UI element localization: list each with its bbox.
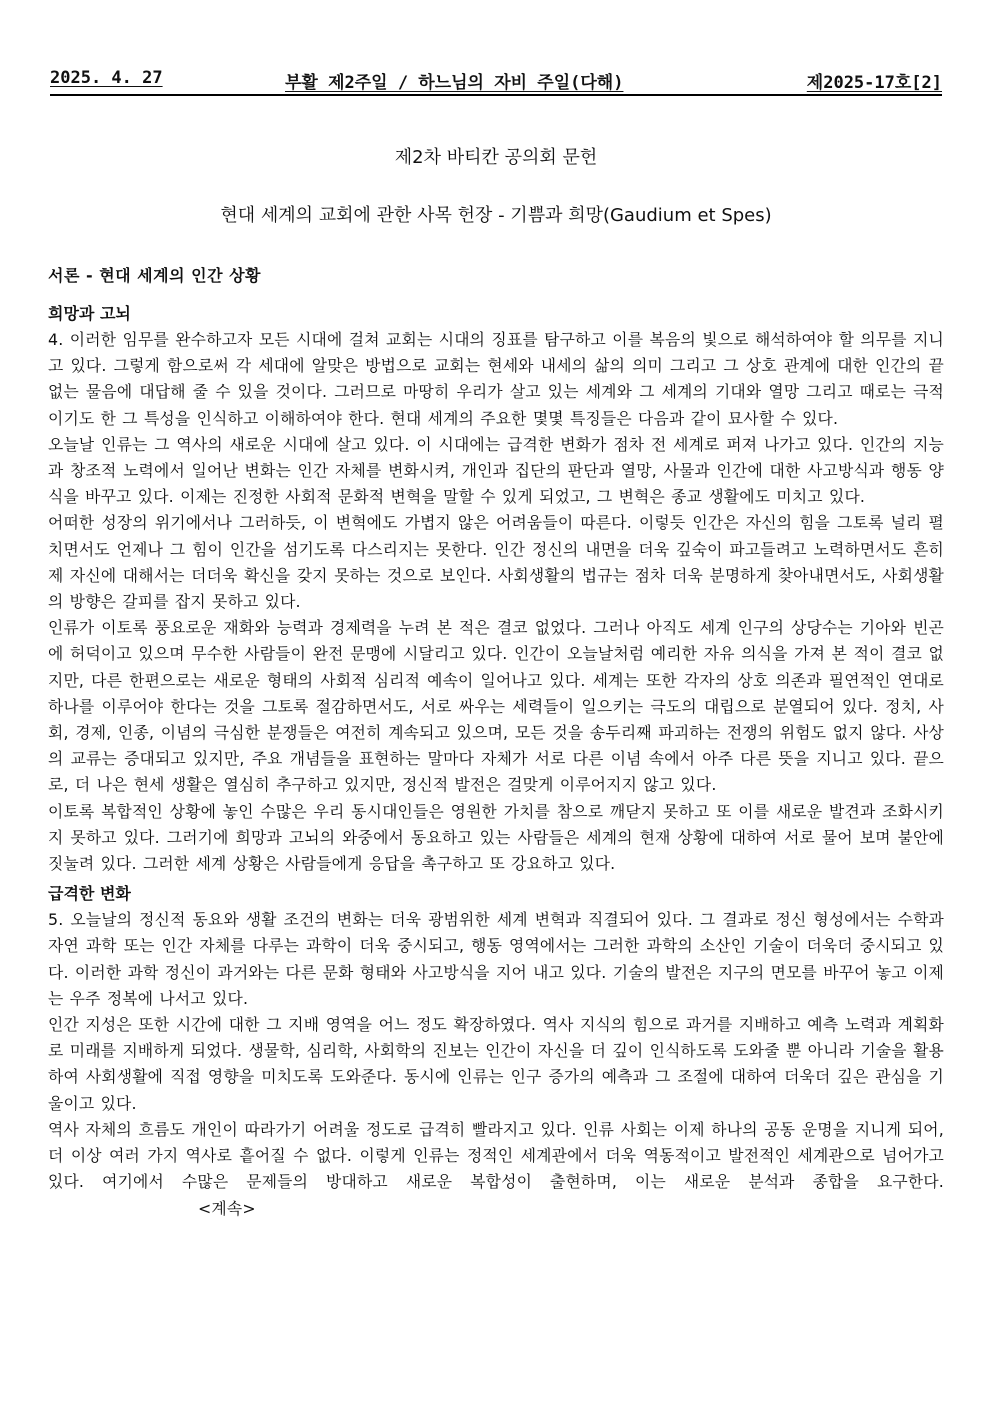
paragraph: 5. 오늘날의 정신적 동요와 생활 조건의 변화는 더욱 광범위한 세계 변혁과 직결되어 있다. 그 결과로 정신 형성에서는 수학과 자연 과학 또는 인간 자체를 다루는 과학이 더욱 중시되고, 행동 영역에서는 그러한 과학의 소산인 기술이 더욱더 중시되고 있다. 이러한 과학 정신이 과거와는 다른 문화 형태와 사고방식을 지어 내고 있다. 기술의 발전은 지구의 면모를 바꾸어 놓고 이제는 우주 정복에 나서고 있다. bbox=[48, 910, 944, 1008]
header-date: 2025. 4. 27 bbox=[50, 68, 163, 88]
continuation-note: <계속> bbox=[198, 1198, 256, 1218]
paragraph: 어떠한 성장의 위기에서나 그러하듯, 이 변혁에도 가볍지 않은 어려움들이 따른다. 이렇듯 인간은 자신의 힘을 그토록 널리 펼치면서도 언제나 그 힘이 인간을 섬기도록 다스리지는 못한다. 인간 정신의 내면을 더욱 깊숙이 파고들려고 노력하면서도 흔히 제 자신에 대해서는 더더욱 확신을 갖지 못하는 것으로 보인다. 사회생활의 법규는 점차 더욱 분명하게 찾아내면서도, 사회생활의 방향은 갈피를 잡지 못하고 있다. bbox=[48, 513, 944, 612]
section-heading: 서론 - 현대 세계의 인간 상황 bbox=[48, 266, 262, 285]
paragraph: 오늘날 인류는 그 역사의 새로운 시대에 살고 있다. 이 시대에는 급격한 변화가 점차 전 세계로 퍼져 나가고 있다. 인간의 지능과 창조적 노력에서 일어난 변화는 인간 자체를 변화시켜, 개인과 집단의 판단과 열망, 사물과 인간에 대한 사고방식과 행동 양식을 바꾸고 있다. 이제는 진정한 사회적 문화적 변혁을 말할 수 있게 되었고, 그 변혁은 종교 생활에도 미치고 있다. bbox=[48, 434, 944, 507]
subsection-title: 희망과 고뇌 bbox=[48, 304, 131, 323]
subsection-title: 급격한 변화 bbox=[48, 884, 131, 904]
paragraph: 인류가 이토록 풍요로운 재화와 능력과 경제력을 누려 본 적은 결코 없었다. 그러나 아직도 세계 인구의 상당수는 기아와 빈곤에 허덕이고 있으며 무수한 사람들이 완전 문맹에 시달리고 있다. 인간이 오늘날처럼 예리한 자유 의식을 가져 본 적이 결코 없지만, 다른 한편으로는 새로운 형태의 사회적 심리적 예속이 일어나고 있다. 세계는 또한 각자의 상호 의존과 필연적인 연대로 하나를 이루어야 한다는 것을 그토록 절감하면서도, 서로 싸우는 세력들이 일으키는 극도의 대립으로 분열되어 있다. 정치, 사회, 경제, 인종, 이념의 극심한 분쟁들은 여전히 계속되고 있으며, 모든 것을 송두리째 파괴하는 전쟁의 위험도 없지 않다. 사상의 교류는 증대되고 있지만, 주요 개념들을 표현하는 말마다 자체가 서로 다른 이념 속에서 아주 다른 뜻을 지니고 있다. 끝으로, 더 나은 현세 생활은 열심히 추구하고 있지만, 정신적 발전은 걸맞게 이루어지지 않고 있다. bbox=[48, 618, 944, 795]
paragraph-text: 역사 자체의 흐름도 개인이 따라가기 어려울 정도로 급격히 빨라지고 있다. 인류 사회는 이제 하나의 공동 운명을 지니게 되어, 더 이상 여러 가지 역사로 흩어질 수 없다. 이렇게 인류는 정적인 세계관에서 더욱 역동적이고 발전적인 세계관으로 넘어가고 있다. 여기에서 수많은 문제들의 방대하고 새로운 복합성이 출현하며, 이는 새로운 분석과 종합을 요구한다. bbox=[48, 1119, 944, 1192]
paragraph-last bbox=[48, 1117, 944, 1222]
paragraph: 인간 지성은 또한 시간에 대한 그 지배 영역을 어느 정도 확장하였다. 역사 지식의 힘으로 과거를 지배하고 예측 노력과 계획화로 미래를 지배하게 되었다. 생물학, 심리학, 사회학의 진보는 인간이 자신을 더 깊이 인식하도록 도와줄 뿐 아니라 기술을 활용하여 사회생활에 직접 영향을 미치도록 도와준다. 동시에 인류는 인구 증가의 예측과 그 조절에 대하여 더욱더 깊은 관심을 기울이고 있다. bbox=[48, 1015, 944, 1113]
document-subtitle: 현대 세계의 교회에 관한 사목 헌장 - 기쁨과 희망(Gaudium et Spes) bbox=[220, 205, 772, 226]
header-liturgy-title: 부활 제2주일 / 하느님의 자비 주일(다해) bbox=[285, 73, 624, 93]
header-issue-number: 제2025-17호[2] bbox=[806, 73, 942, 93]
page-header bbox=[50, 68, 942, 96]
paragraph: 이토록 복합적인 상황에 놓인 수많은 우리 동시대인들은 영원한 가치를 참으로 깨닫지 못하고 또 이를 새로운 발견과 조화시키지 못하고 있다. 그러기에 희망과 고뇌의 와중에서 동요하고 있는 사람들은 세계의 현재 상황에 대하여 서로 물어 보며 불안에 짓눌려 있다. 그러한 세계 상황은 사람들에게 응답을 촉구하고 또 강요하고 있다. bbox=[48, 801, 944, 874]
document-title: 제2차 바티칸 공의회 문헌 bbox=[394, 147, 598, 168]
document-body bbox=[48, 263, 944, 1222]
paragraph: 4. 이러한 임무를 완수하고자 모든 시대에 걸쳐 교회는 시대의 징표를 탐구하고 이를 복음의 빛으로 해석하여야 할 의무를 지니고 있다. 그렇게 함으로써 각 세대에 알맞은 방법으로 교회는 현세와 내세의 삶의 의미 그리고 그 상호 관계에 대한 인간의 끝없는 물음에 대답해 줄 수 있을 것이다. 그러므로 마땅히 우리가 살고 있는 세계와 그 세계의 기대와 열망 그리고 때로는 극적이기도 한 그 특성을 인식하고 이해하여야 한다. 현대 세계의 주요한 몇몇 특징들은 다음과 같이 묘사할 수 있다. bbox=[48, 330, 944, 428]
